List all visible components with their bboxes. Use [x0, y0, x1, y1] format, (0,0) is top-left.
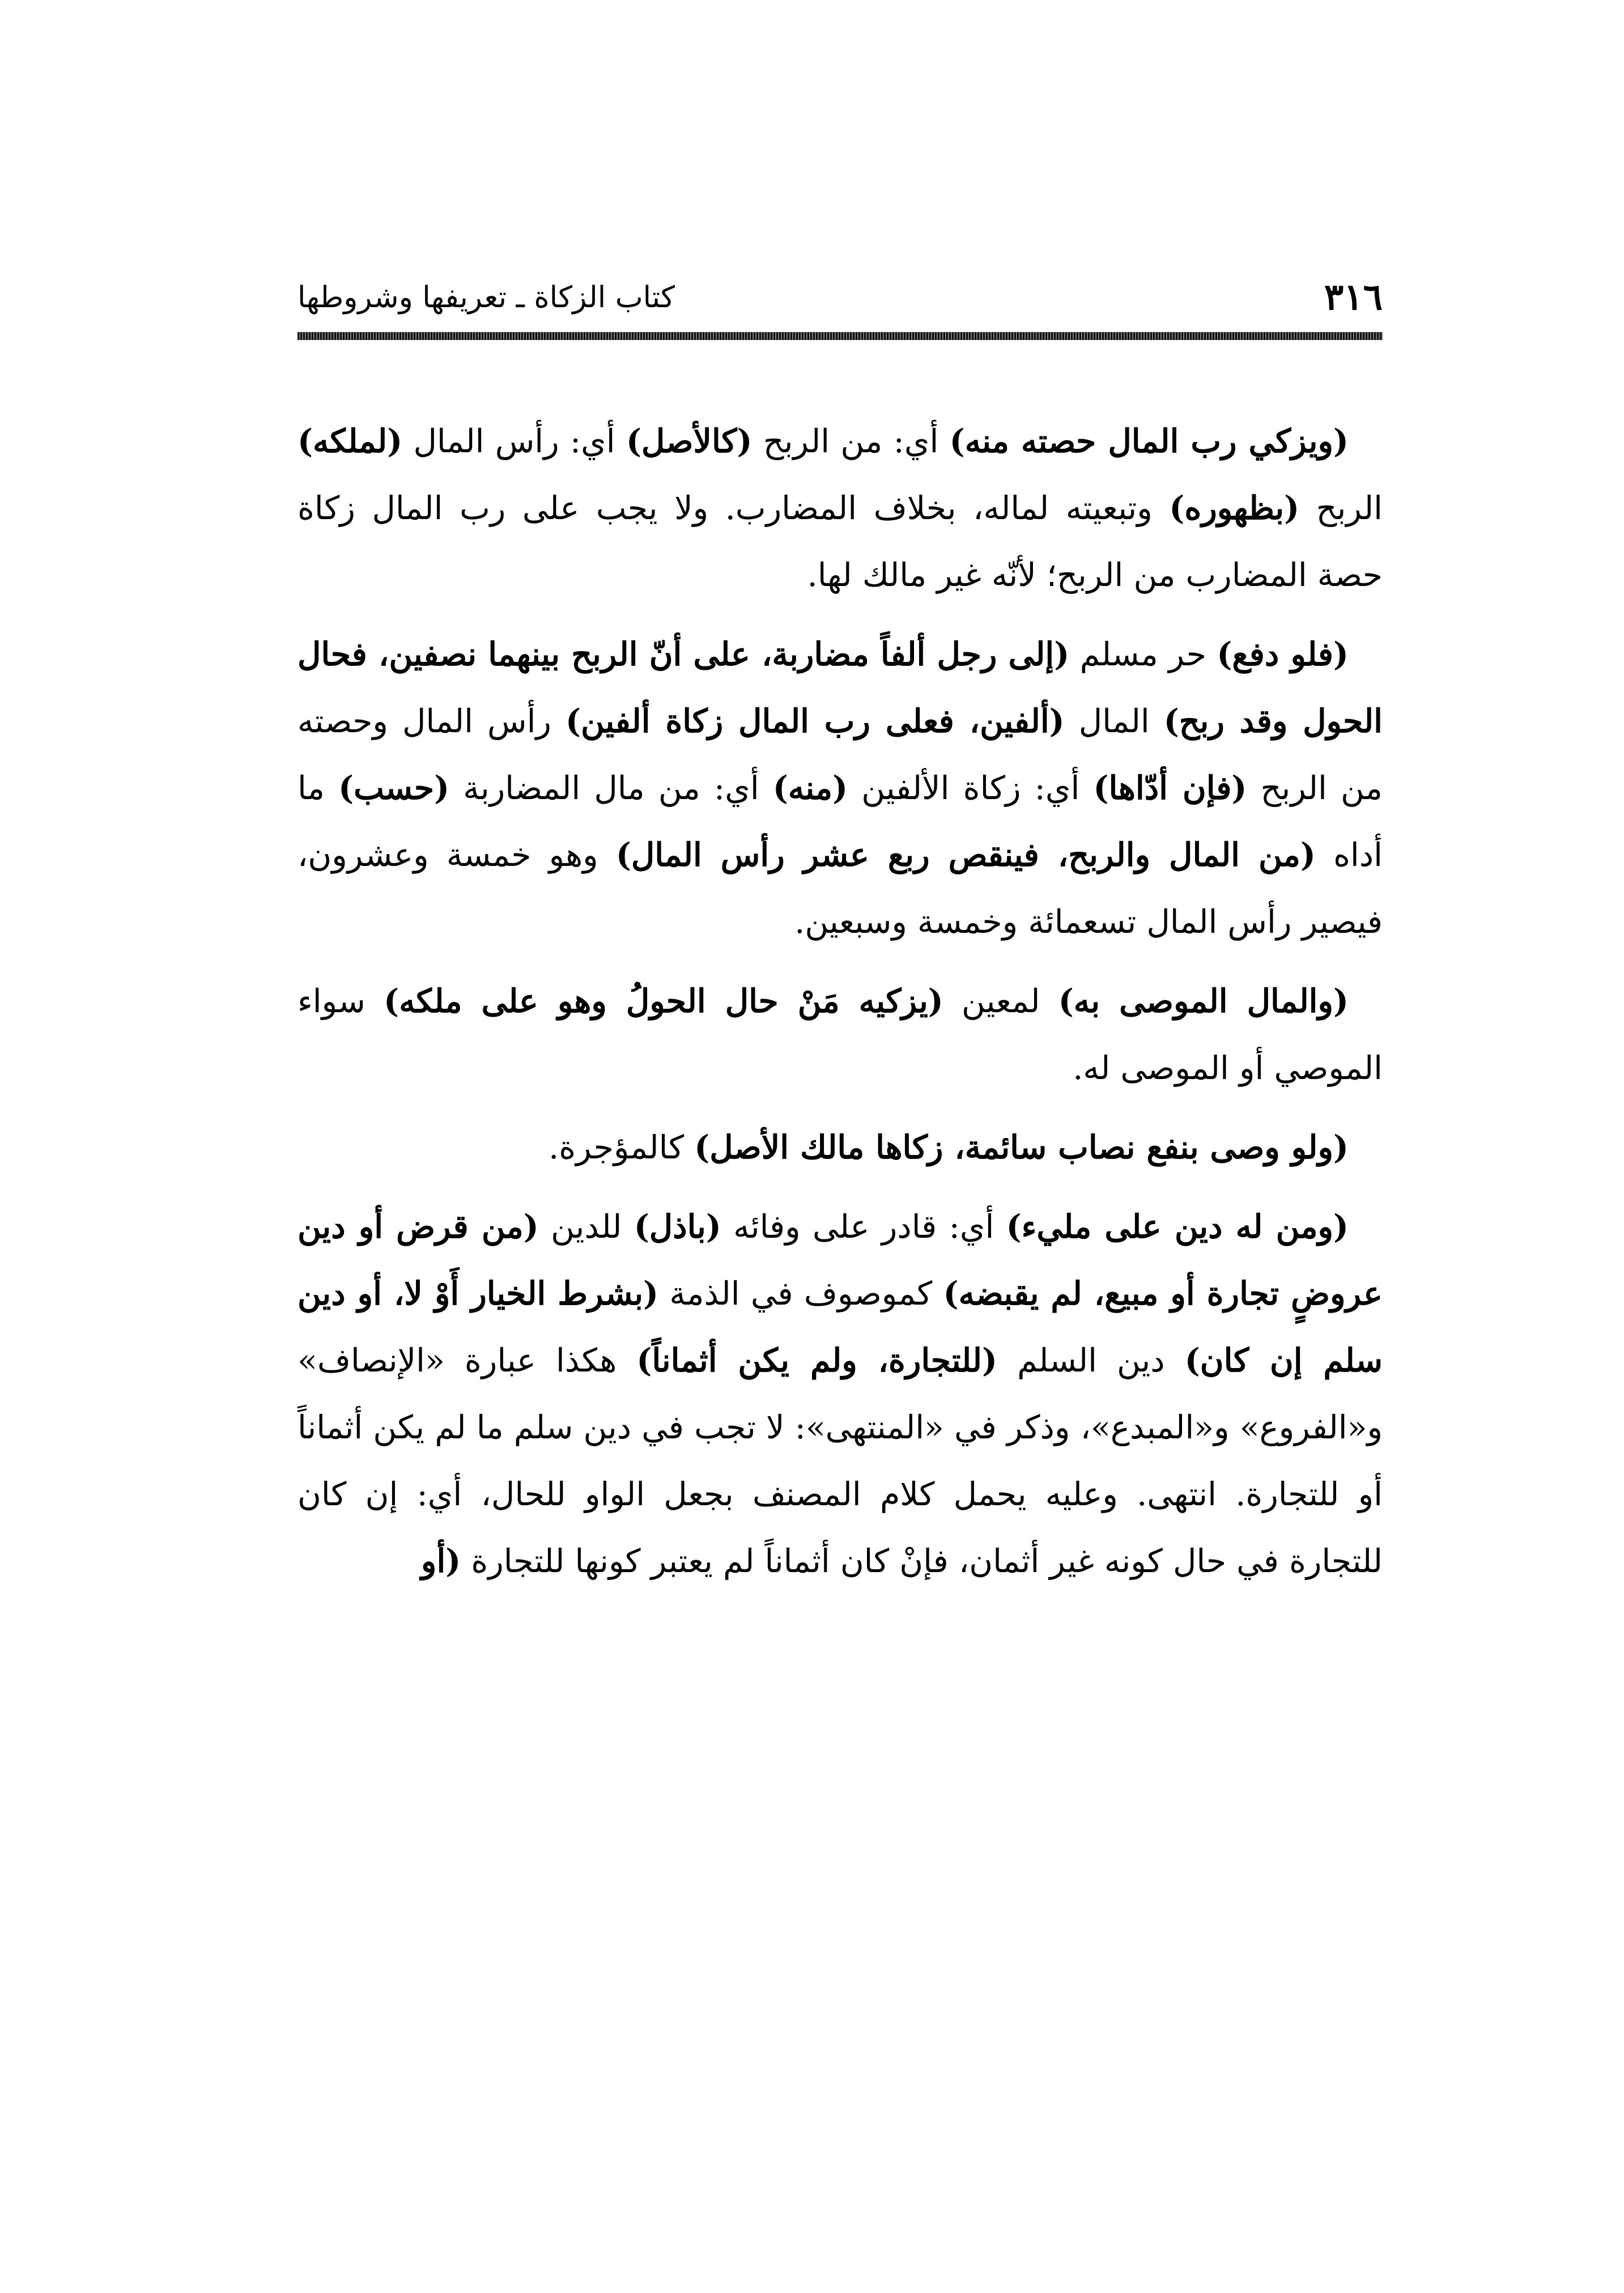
bold-text-segment: (حسب)	[338, 769, 450, 807]
text-segment: دين السلم	[997, 1342, 1185, 1379]
text-segment: الربح	[1299, 490, 1383, 527]
bold-text-segment: (فلو دفع)	[1217, 635, 1349, 673]
text-segment: للدين	[538, 1208, 634, 1246]
bold-text-segment: (ولو وصى بنفع نصاب سائمة، زكاها مالك الأصل)	[694, 1128, 1349, 1166]
text-segment: أي: من مال المضاربة	[449, 770, 773, 807]
text-segment: أي: رأس المال	[402, 423, 626, 460]
bold-text-segment: (باذل)	[634, 1208, 721, 1246]
text-segment: وتبعيته لماله، بخلاف المضارب. ولا يجب على رب المال زكاة حصة المضارب من الربح؛ لأنّه غير مالك لها.	[297, 490, 1383, 594]
paragraph	[297, 1114, 1383, 1181]
page-number: ٣١٦	[1324, 276, 1383, 319]
text-segment: أي: من الربح	[752, 423, 950, 460]
bold-text-segment: (ألفين، فعلى رب المال زكاة ألفين)	[566, 702, 1065, 740]
bold-text-segment: (بشرط الخيار أَوْ لا، أو دين سلم إن كان)	[297, 1275, 1383, 1379]
bold-text-segment: (من المال والربح، فينقص ربع عشر رأس المال)	[615, 836, 1316, 874]
bold-text-segment: (إلى رجل ألفاً مضاربة، على أنّ الربح بينهما نصفين، فحال الحول وقد ربح)	[297, 635, 1383, 740]
bold-text-segment: (من قرض أو دين عروضٍ تجارة أو مبيع، لم يقبضه)	[297, 1208, 1383, 1313]
bold-text-segment: (والمال الموصى به)	[1058, 982, 1349, 1020]
text-segment: سواء الموصي أو الموصى له.	[297, 983, 1383, 1087]
body-text	[297, 408, 1383, 1607]
bold-text-segment: (فإن أدّاها)	[1093, 769, 1247, 807]
text-segment: حر مسلم	[1069, 636, 1217, 673]
text-segment: رأس المال وحصته من الربح	[297, 703, 1383, 807]
paragraph	[297, 621, 1383, 956]
bold-text-segment: (يزكيه مَنْ حال الحولُ وهو على ملكه)	[384, 982, 943, 1020]
bold-text-segment: (كالأصل)	[626, 422, 753, 460]
text-segment: ما أداه	[297, 770, 1383, 874]
bold-text-segment: (بظهوره)	[1169, 489, 1300, 527]
text-segment: هكذا عبارة «الإنصاف» و«الفروع» و«المبدع»، وذكر في «المنتهى»: لا تجب في دين سلم ما لم يكن أثماناً أو للتجارة. انتهى. وعليه يحمل كلام المصنف بجعل الواو للحال، أي: إن كان للتجارة في حال كونه غير أثمان، فإنْ كان أثماناً لم يعتبر كونها للتجارة	[297, 1342, 1383, 1580]
bold-text-segment: (أو	[420, 1542, 461, 1580]
page-header	[297, 266, 1383, 329]
running-title: كتاب الزكاة ـ تعريفها وشروطها	[297, 281, 675, 315]
text-segment: المال	[1064, 703, 1164, 740]
text-segment: كموصوف في الذمة	[658, 1275, 943, 1313]
bold-text-segment: (منه)	[772, 769, 848, 807]
paragraph	[297, 1194, 1383, 1595]
text-segment: أي: زكاة الألفين	[848, 770, 1094, 807]
bold-text-segment: (ومن له دين على مليء)	[1006, 1208, 1349, 1246]
text-segment: كالمؤجرة.	[549, 1129, 695, 1166]
text-segment: أي: قادر على وفائه	[721, 1208, 1006, 1246]
bold-text-segment: (ويزكي رب المال حصته منه)	[949, 422, 1349, 460]
text-segment: وهو خمسة وعشرون، فيصير رأس المال تسعمائة وخمسة وسبعين.	[297, 836, 1383, 941]
bold-text-segment: (لملكه)	[297, 422, 403, 460]
paragraph	[297, 968, 1383, 1102]
header-rule	[297, 332, 1383, 340]
paragraph	[297, 408, 1383, 609]
text-segment: لمعين	[943, 983, 1058, 1020]
bold-text-segment: (للتجارة، ولم يكن أثماناً)	[636, 1341, 997, 1379]
